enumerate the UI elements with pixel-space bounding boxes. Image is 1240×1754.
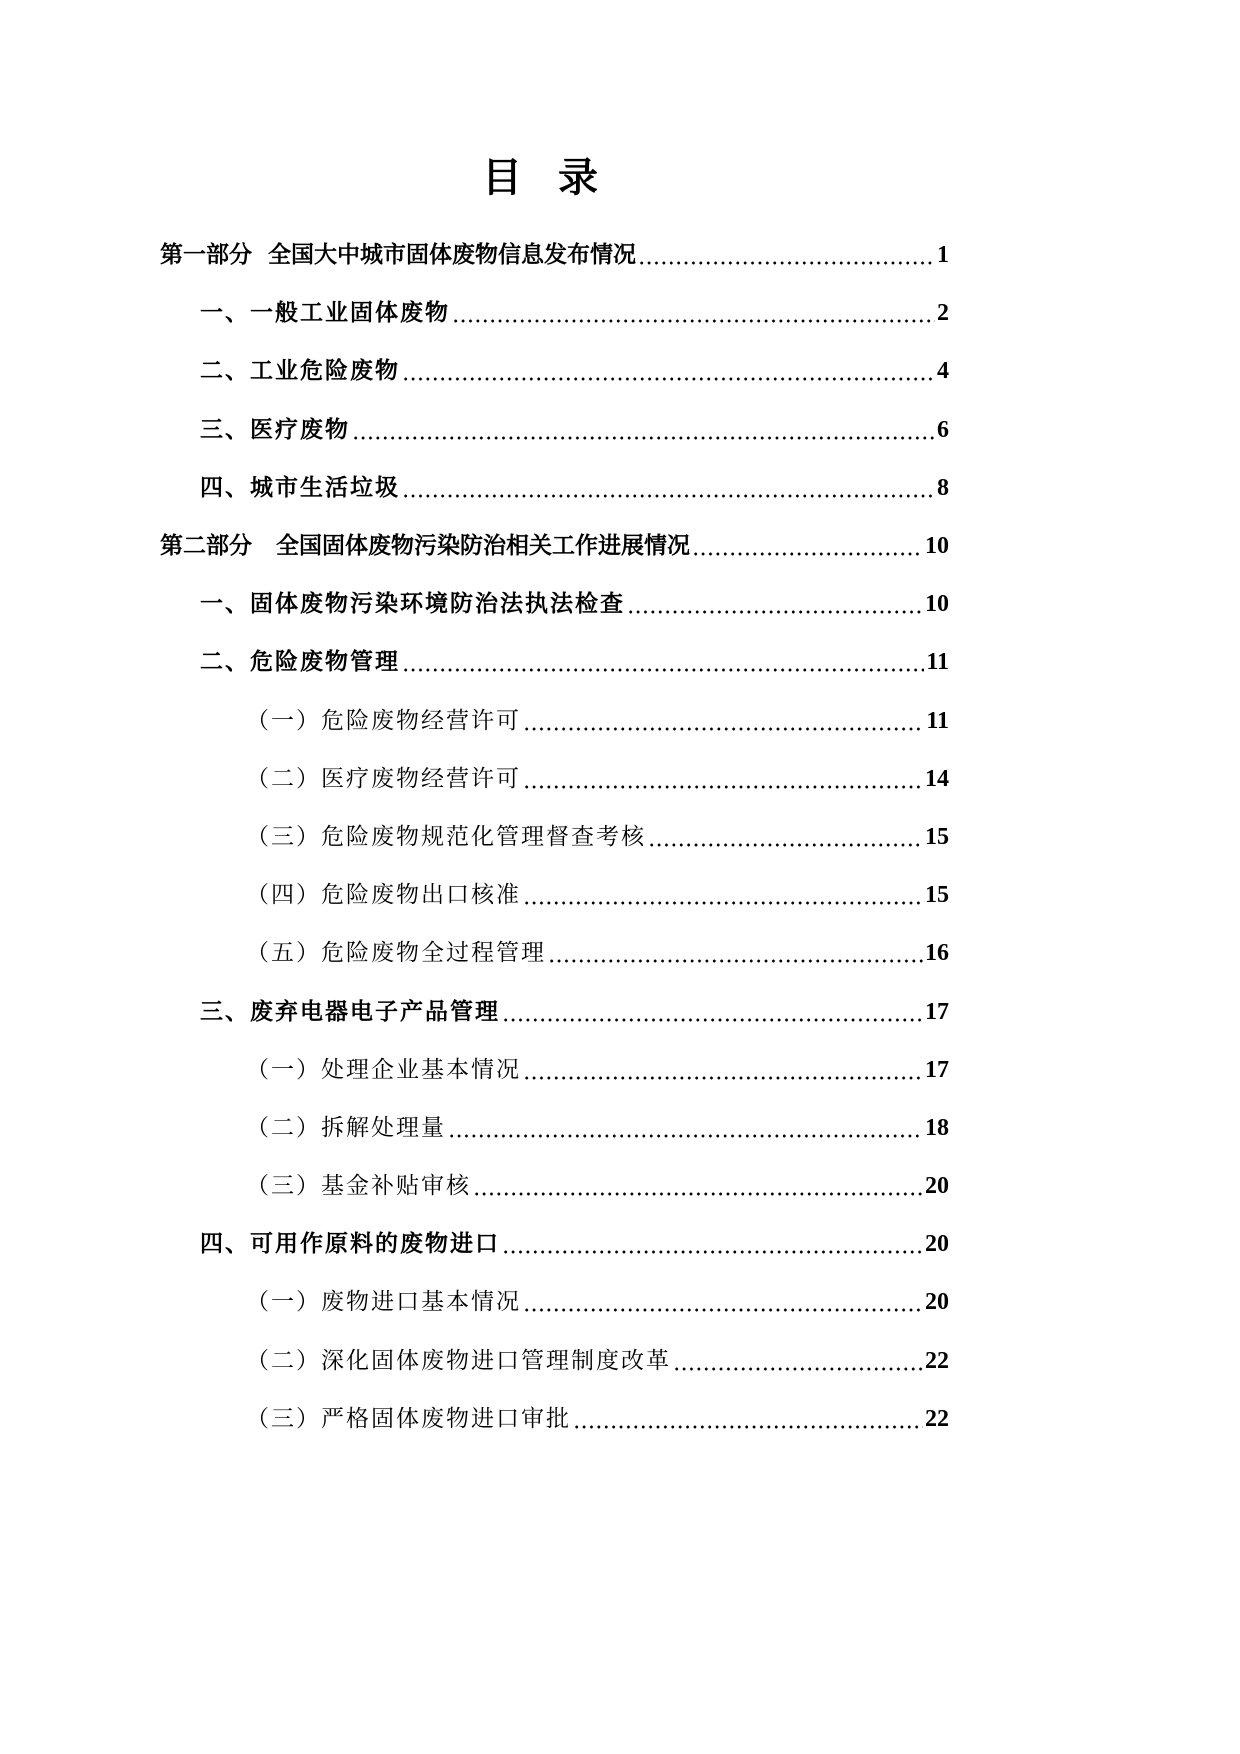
toc-entry-label: 二、危险废物管理 — [200, 648, 400, 676]
toc-entry-label: （三）基金补贴审核 — [246, 1173, 471, 1200]
toc-page-number: 18 — [925, 1114, 949, 1141]
toc-page-number: 16 — [925, 940, 949, 967]
toc-entry-label: （二）深化固体废物进口管理制度改革 — [246, 1347, 671, 1374]
toc-entry-label: 二、工业危险废物 — [200, 357, 400, 385]
dot-leader — [473, 1171, 923, 1201]
dot-leader — [352, 415, 935, 445]
toc-entry[interactable] — [0, 1332, 1240, 1390]
toc-page-number: 20 — [925, 1231, 949, 1258]
toc-page-number: 11 — [926, 707, 949, 734]
dot-leader — [692, 531, 923, 561]
dot-leader — [523, 764, 923, 794]
toc-entry[interactable] — [0, 866, 1240, 924]
toc-entry-label: （一）危险废物经营许可 — [246, 707, 521, 734]
toc-page-number: 11 — [926, 649, 949, 676]
toc-page-number: 10 — [925, 533, 949, 560]
dot-leader — [673, 1346, 923, 1376]
toc-page-number: 1 — [937, 242, 949, 269]
dot-leader — [402, 647, 924, 677]
dot-leader — [402, 473, 935, 503]
toc-entry-part-2[interactable] — [0, 517, 1240, 575]
toc-entry[interactable] — [0, 1390, 1240, 1448]
toc-entry[interactable] — [0, 924, 1240, 982]
toc-entry-label: 四、可用作原料的废物进口 — [200, 1230, 500, 1258]
toc-entry-label: （五）危险废物全过程管理 — [246, 940, 546, 967]
toc-page-number: 4 — [937, 358, 949, 385]
table-of-contents — [0, 226, 1240, 1448]
dot-leader — [523, 1287, 923, 1317]
dot-leader — [523, 880, 923, 910]
toc-entry[interactable] — [0, 1041, 1240, 1099]
toc-entry-label: （二）拆解处理量 — [246, 1114, 446, 1141]
toc-entry[interactable] — [0, 1273, 1240, 1331]
toc-entry-label: （四）危险废物出口核准 — [246, 882, 521, 909]
dot-leader — [573, 1404, 923, 1434]
toc-entry-label: 一、一般工业固体废物 — [200, 299, 450, 327]
toc-entry-label: 三、废弃电器电子产品管理 — [200, 997, 500, 1025]
toc-entry[interactable] — [0, 808, 1240, 866]
toc-entry[interactable] — [0, 575, 1240, 633]
toc-entry[interactable] — [0, 1157, 1240, 1215]
toc-entry-label: 四、城市生活垃圾 — [200, 473, 400, 501]
toc-entry[interactable] — [0, 1099, 1240, 1157]
toc-entry[interactable] — [0, 401, 1240, 459]
toc-page-number: 15 — [925, 823, 949, 850]
toc-entry-label: （三）危险废物规范化管理督查考核 — [246, 823, 646, 850]
dot-leader — [448, 1113, 923, 1143]
toc-entry[interactable] — [0, 1215, 1240, 1273]
toc-entry-label: 第一部分 全国大中城市固体废物信息发布情况 — [160, 242, 637, 269]
toc-entry-label: （一）处理企业基本情况 — [246, 1056, 521, 1083]
dot-leader — [502, 997, 923, 1027]
toc-page-number: 22 — [925, 1405, 949, 1432]
toc-entry[interactable] — [0, 284, 1240, 342]
toc-entry-label: 三、医疗废物 — [200, 415, 350, 443]
toc-entry[interactable] — [0, 459, 1240, 517]
dot-leader — [452, 298, 935, 328]
toc-page-number: 15 — [925, 882, 949, 909]
toc-page-number: 17 — [925, 998, 949, 1025]
toc-entry[interactable] — [0, 633, 1240, 691]
toc-entry-label: 一、固体废物污染环境防治法执法检查 — [200, 590, 625, 618]
dot-leader — [648, 822, 923, 852]
page-title: 目录 — [482, 155, 634, 201]
toc-page-number: 14 — [925, 765, 949, 792]
toc-entry-label: （一）废物进口基本情况 — [246, 1289, 521, 1316]
toc-page-number: 17 — [925, 1056, 949, 1083]
dot-leader — [548, 938, 923, 968]
dot-leader — [638, 240, 935, 270]
dot-leader — [502, 1229, 923, 1259]
toc-page-number: 2 — [937, 300, 949, 327]
dot-leader — [627, 589, 923, 619]
dot-leader — [523, 1055, 923, 1085]
toc-page-number: 20 — [925, 1289, 949, 1316]
toc-entry-label: 第二部分 全国固体废物污染防治相关工作进展情况 — [160, 533, 691, 560]
toc-entry[interactable] — [0, 750, 1240, 808]
toc-entry-label: （二）医疗废物经营许可 — [246, 765, 521, 792]
toc-entry[interactable] — [0, 982, 1240, 1040]
toc-entry-part-1[interactable] — [0, 226, 1240, 284]
toc-entry[interactable] — [0, 342, 1240, 400]
toc-entry[interactable] — [0, 692, 1240, 750]
dot-leader — [523, 706, 924, 736]
dot-leader — [402, 356, 935, 386]
toc-page-number: 22 — [925, 1347, 949, 1374]
toc-page-number: 10 — [925, 591, 949, 618]
toc-page-number: 8 — [937, 474, 949, 501]
toc-entry-label: （三）严格固体废物进口审批 — [246, 1405, 571, 1432]
toc-page-number: 6 — [937, 416, 949, 443]
toc-page-number: 20 — [925, 1173, 949, 1200]
